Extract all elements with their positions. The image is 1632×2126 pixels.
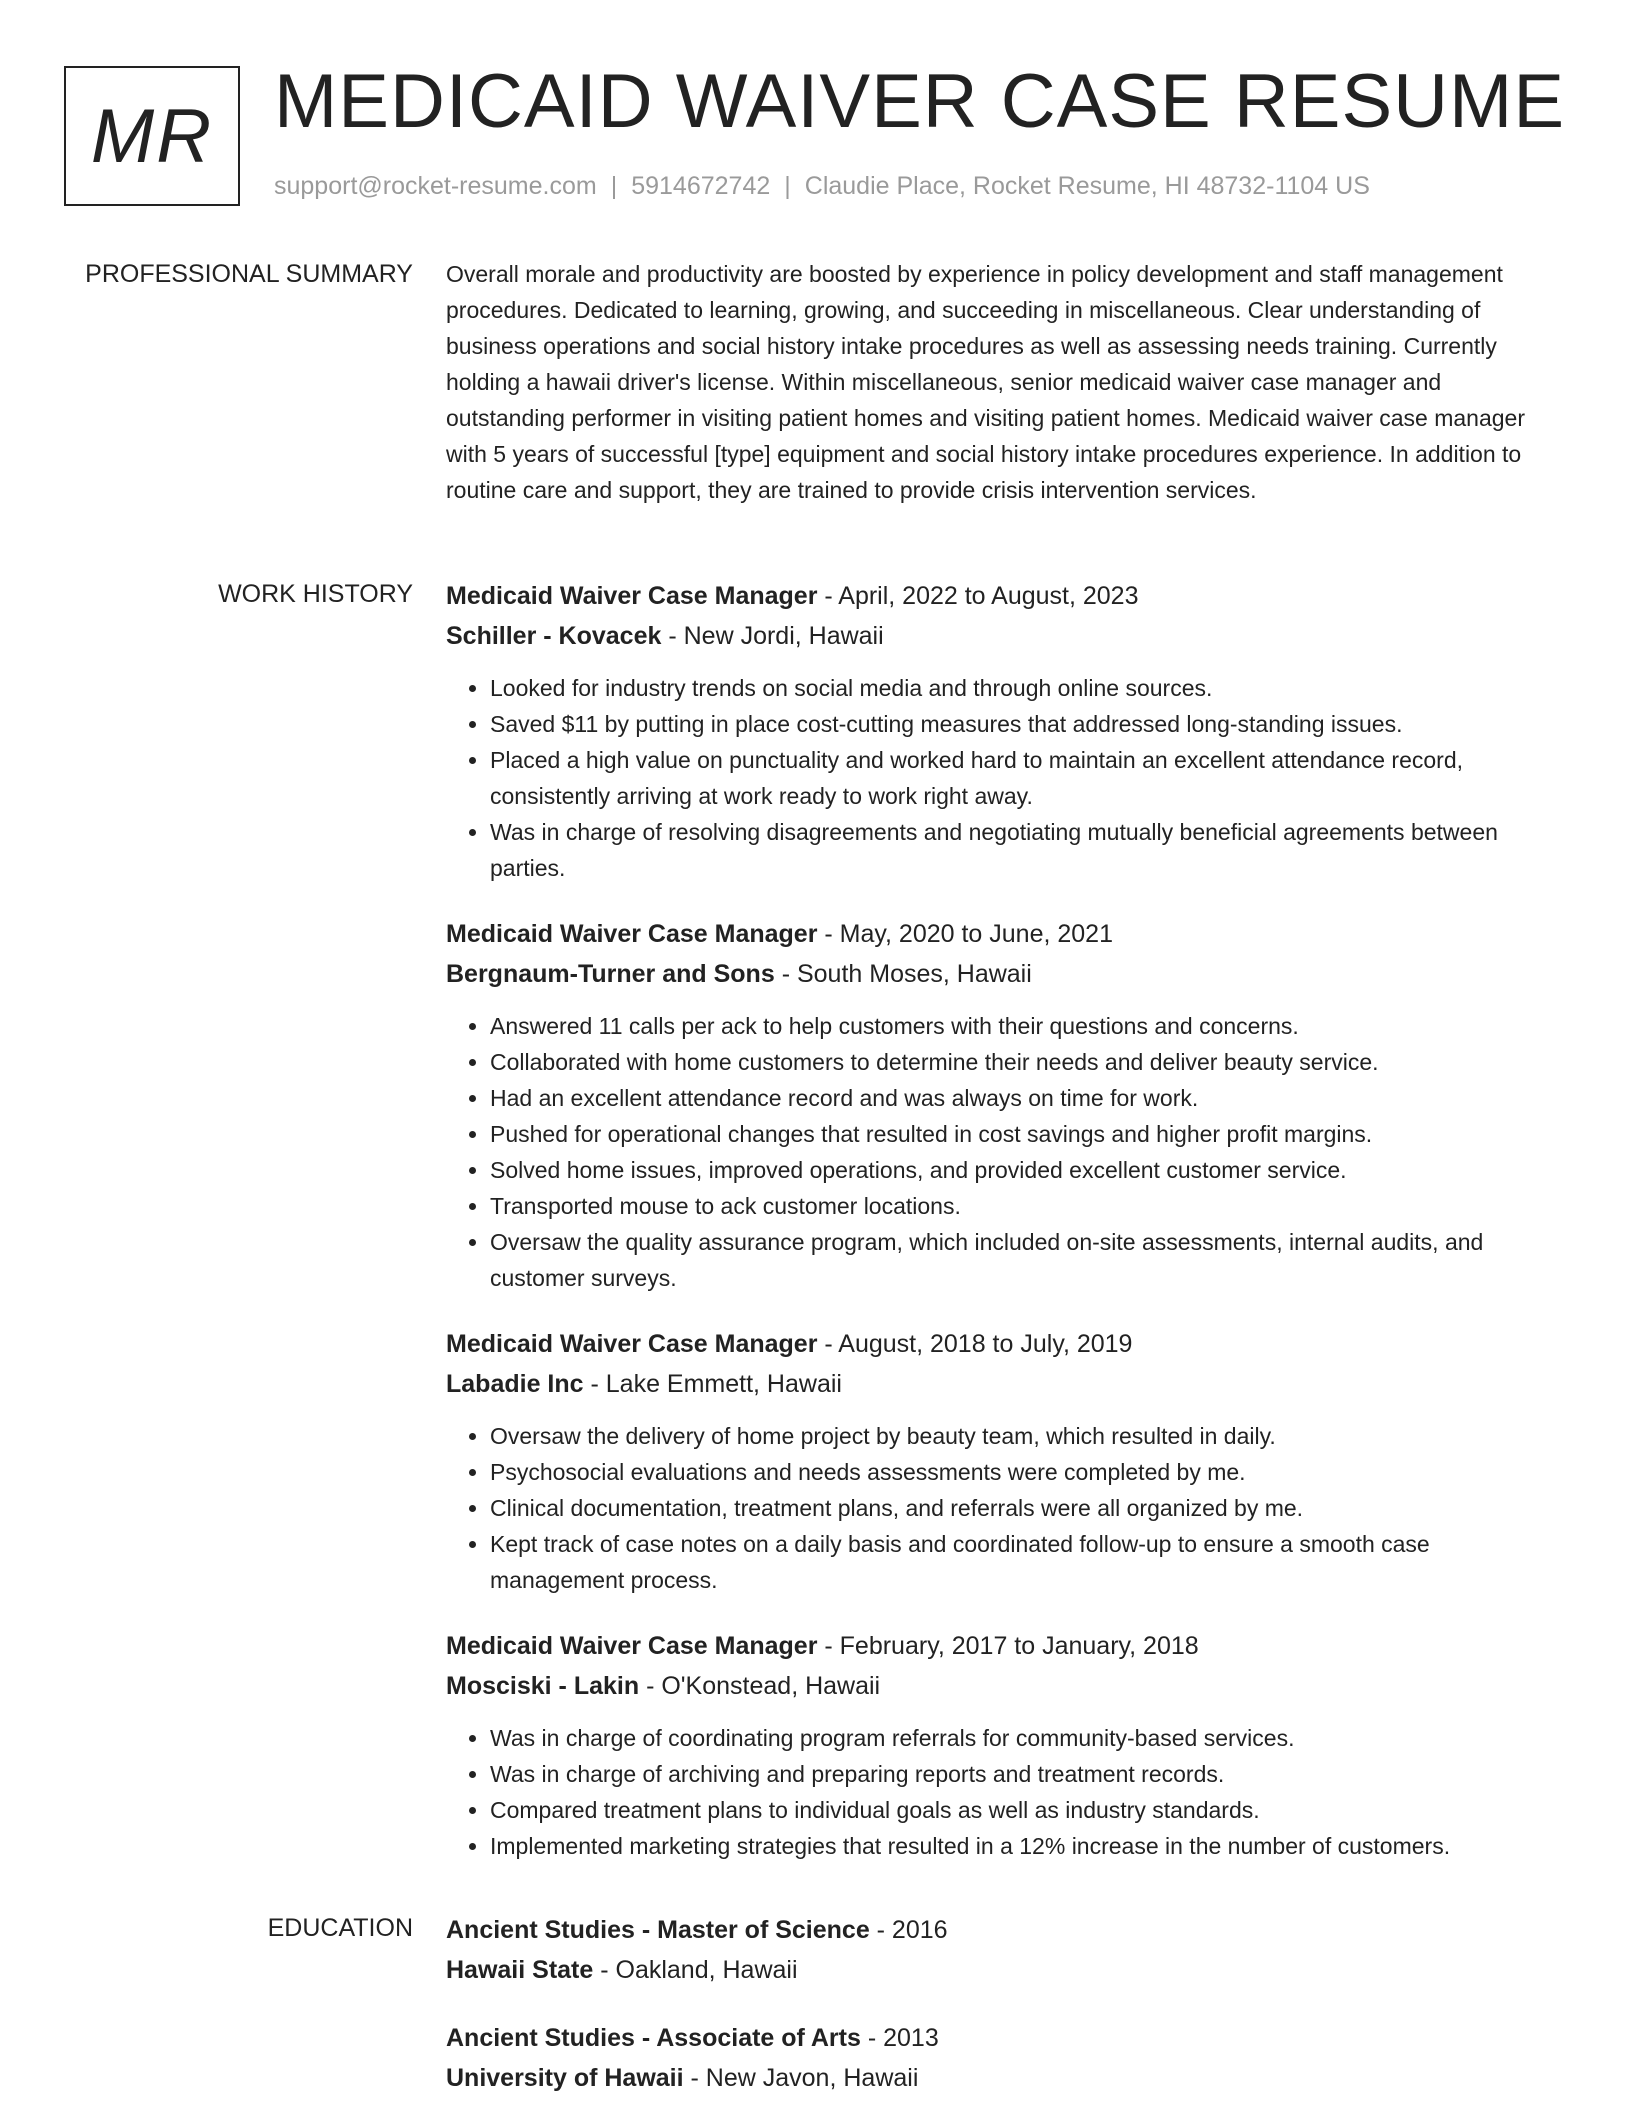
school-location: - Oakland, Hawaii <box>593 1956 798 1984</box>
job-title-line <box>446 576 1566 616</box>
job-bullets <box>446 1418 1566 1598</box>
job-company-line <box>446 1666 1566 1706</box>
job-bullet: • Solved home issues, improved operations, and provided excellent customer service. <box>490 1152 1566 1188</box>
job-entry <box>446 1324 1566 1598</box>
job-bullet: • Compared treatment plans to individual goals as well as industry standards. <box>490 1792 1566 1828</box>
job-company-line <box>446 1364 1566 1404</box>
job-title: Medicaid Waiver Case Manager <box>446 1330 818 1358</box>
job-dates: - May, 2020 to June, 2021 <box>817 920 1113 948</box>
job-bullet: • Was in charge of archiving and preparing reports and treatment records. <box>490 1756 1566 1792</box>
job-entry <box>446 914 1566 1296</box>
job-company: Labadie Inc <box>446 1370 584 1398</box>
job-title: Medicaid Waiver Case Manager <box>446 920 818 948</box>
job-company-line <box>446 954 1566 994</box>
job-bullets <box>446 1720 1566 1864</box>
job-bullet: • Oversaw the delivery of home project by beauty team, which resulted in daily. <box>490 1418 1566 1454</box>
school-location: - New Javon, Hawaii <box>683 2064 919 2092</box>
job-title: Medicaid Waiver Case Manager <box>446 582 818 610</box>
job-company: Mosciski - Lakin <box>446 1672 640 1700</box>
resume-title: MEDICAID WAIVER CASE RESUME <box>274 59 1566 144</box>
degree-year: - 2013 <box>860 2024 939 2052</box>
degree-name: Ancient Studies - Master of Science <box>446 1916 870 1944</box>
school-name: University of Hawaii <box>446 2064 684 2092</box>
job-title-line <box>446 1324 1566 1364</box>
summary-label: PROFESSIONAL SUMMARY <box>85 260 413 288</box>
job-bullet: • Kept track of case notes on a daily basis and coordinated follow-up to ensure a smooth case management process. <box>490 1526 1566 1598</box>
job-entry <box>446 1626 1566 1864</box>
monogram-badge <box>64 66 240 206</box>
degree-year: - 2016 <box>869 1916 948 1944</box>
job-title-line <box>446 1626 1566 1666</box>
job-entry <box>446 576 1566 886</box>
job-bullets <box>446 670 1566 886</box>
contact-separator: | <box>784 172 791 200</box>
degree-name: Ancient Studies - Associate of Arts <box>446 2024 861 2052</box>
job-bullets <box>446 1008 1566 1296</box>
job-bullet: • Had an excellent attendance record and was always on time for work. <box>490 1080 1566 1116</box>
job-bullet: • Oversaw the quality assurance program, which included on-site assessments, internal audits, and customer surveys. <box>490 1224 1566 1296</box>
job-title-line <box>446 914 1566 954</box>
school-line <box>446 2058 1566 2098</box>
job-bullet: • Transported mouse to ack customer locations. <box>490 1188 1566 1224</box>
jobs-list <box>446 576 1566 1892</box>
school-name: Hawaii State <box>446 1956 594 1984</box>
job-bullet: • Psychosocial evaluations and needs assessments were completed by me. <box>490 1454 1566 1490</box>
degree-line <box>446 2018 1566 2058</box>
job-title: Medicaid Waiver Case Manager <box>446 1632 818 1660</box>
education-entry <box>446 1910 1566 1990</box>
contact-email[interactable]: support@rocket-resume.com <box>274 172 597 200</box>
job-location: - New Jordi, Hawaii <box>661 622 884 650</box>
contact-phone[interactable]: 5914672742 <box>631 172 771 200</box>
job-bullet: • Collaborated with home customers to determine their needs and deliver beauty service. <box>490 1044 1566 1080</box>
job-bullet: • Looked for industry trends on social media and through online sources. <box>490 670 1566 706</box>
job-bullet: • Answered 11 calls per ack to help customers with their questions and concerns. <box>490 1008 1566 1044</box>
summary-text: Overall morale and productivity are boosted by experience in policy development and staff management procedures. Dedicated to learning, growing, and succeeding in miscellaneous. Clear understanding of business operations and social history intake procedures as well as assessing needs training. Currently holding a hawaii driver's license. Within miscellaneous, senior medicaid waiver case manager and outstanding performer in visiting patient homes and visiting patient homes. Medicaid waiver case manager with 5 years of successful [type] equipment and social history intake procedures experience. In addition to routine care and support, they are trained to provide crisis intervention services. <box>446 261 1526 503</box>
job-dates: - August, 2018 to July, 2019 <box>817 1330 1133 1358</box>
job-company: Schiller - Kovacek <box>446 622 662 650</box>
school-line <box>446 1950 1566 1990</box>
education-entry <box>446 2018 1566 2098</box>
contact-address: Claudie Place, Rocket Resume, HI 48732-1104 US <box>804 172 1370 200</box>
job-location: - Lake Emmett, Hawaii <box>583 1370 842 1398</box>
job-bullet: • Implemented marketing strategies that resulted in a 12% increase in the number of customers. <box>490 1828 1566 1864</box>
job-bullet: • Pushed for operational changes that resulted in cost savings and higher profit margins. <box>490 1116 1566 1152</box>
degree-line <box>446 1910 1566 1950</box>
job-dates: - February, 2017 to January, 2018 <box>817 1632 1199 1660</box>
job-bullet: • Was in charge of resolving disagreements and negotiating mutually beneficial agreements between parties. <box>490 814 1566 886</box>
education-list <box>446 1910 1566 2126</box>
contact-line <box>274 172 1370 201</box>
work-history-label: WORK HISTORY <box>218 580 413 608</box>
job-location: - O'Konstead, Hawaii <box>639 1672 881 1700</box>
job-location: - South Moses, Hawaii <box>774 960 1032 988</box>
job-bullet: • Placed a high value on punctuality and worked hard to maintain an excellent attendance record, consistently arriving at work ready to work right away. <box>490 742 1566 814</box>
monogram-initials: MR <box>90 93 214 179</box>
job-bullet: • Clinical documentation, treatment plans, and referrals were all organized by me. <box>490 1490 1566 1526</box>
job-dates: - April, 2022 to August, 2023 <box>817 582 1139 610</box>
job-bullet: • Saved $11 by putting in place cost-cutting measures that addressed long-standing issues. <box>490 706 1566 742</box>
contact-separator: | <box>610 172 618 200</box>
education-label: EDUCATION <box>267 1914 413 1942</box>
job-company-line <box>446 616 1566 656</box>
job-company: Bergnaum-Turner and Sons <box>446 960 775 988</box>
job-bullet: • Was in charge of coordinating program referrals for community-based services. <box>490 1720 1566 1756</box>
